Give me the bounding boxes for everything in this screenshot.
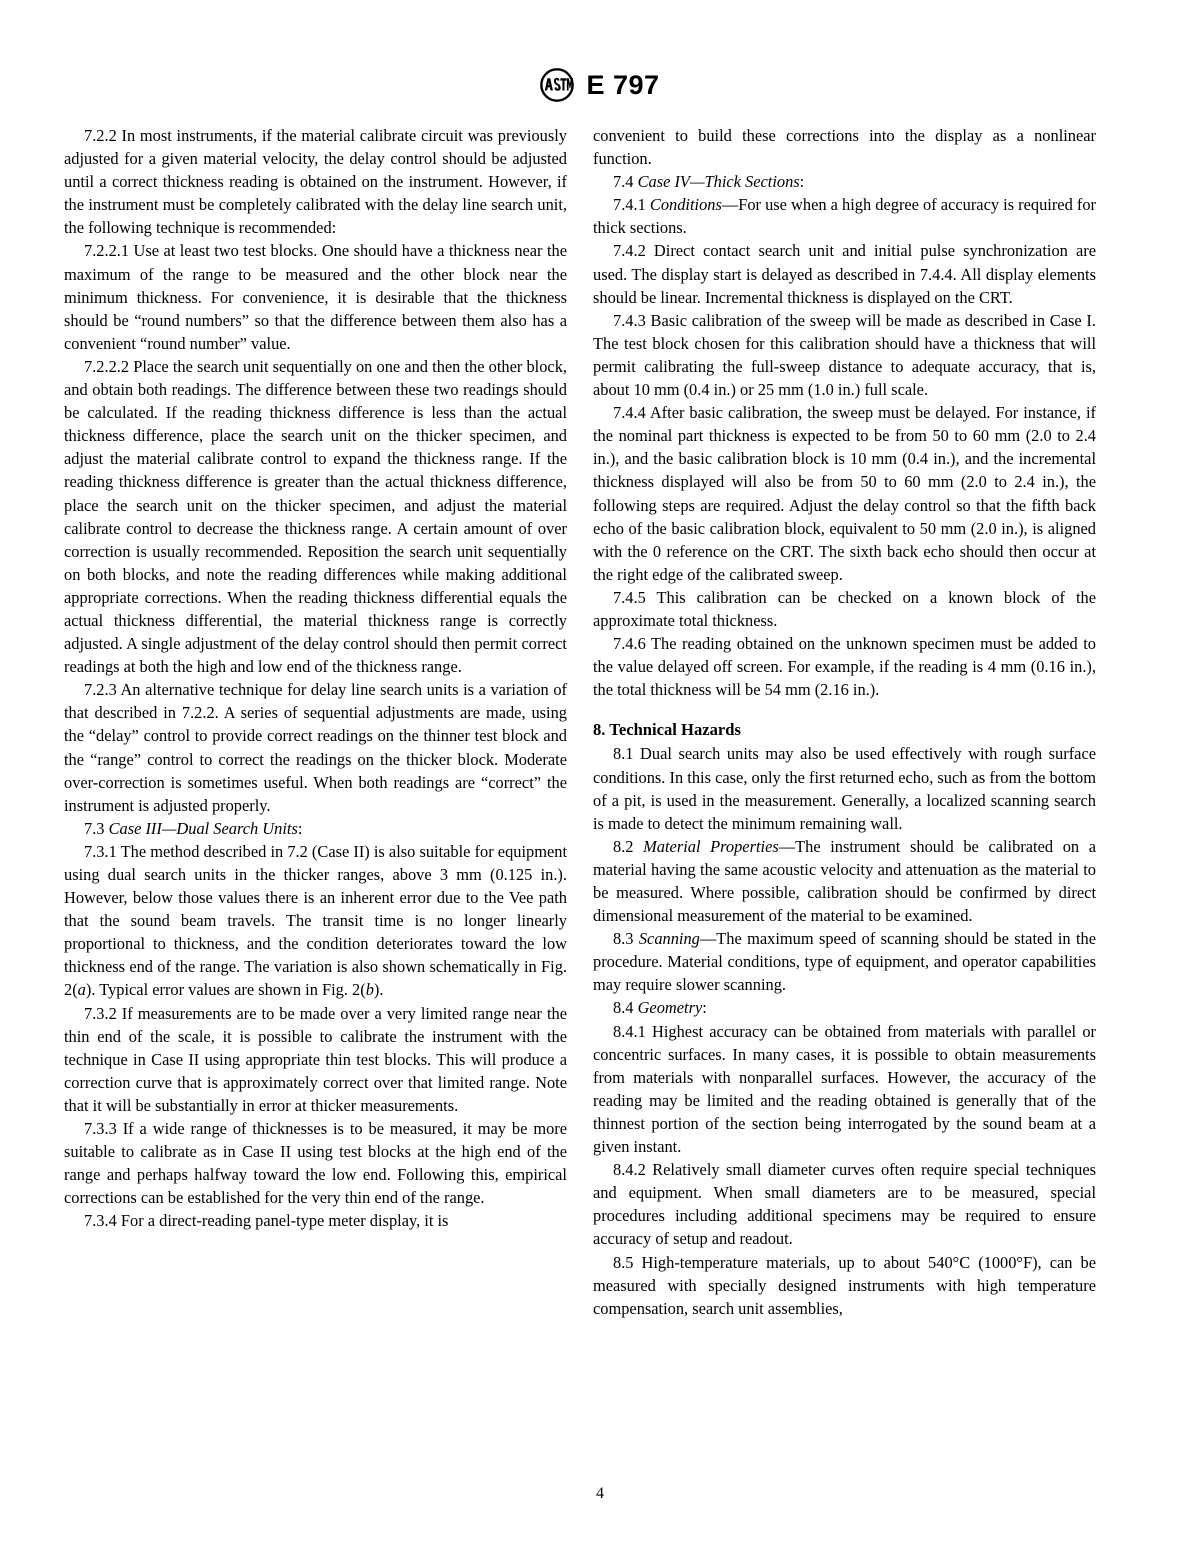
clause-title-8-2: Material Properties xyxy=(643,836,779,856)
paragraph-7-2-2: 7.2.2 In most instruments, if the material calibrate circuit was previously adjusted for a given material velocity, the delay control should be adjusted until a correct thickness reading is obtained on the instrument. However, if the instrument must be completely calibrated with the delay line search unit, the following technique is recommended: xyxy=(64,126,567,238)
clause-number-7-4: 7.4 xyxy=(613,172,638,192)
clause-tail-7-4-1: —For use when a high degree of accuracy is required for thick sections. xyxy=(593,195,1096,238)
clause-number-8-4: 8.4 xyxy=(613,998,638,1018)
clause-title-7-4: Case IV—Thick Sections xyxy=(637,172,800,192)
paragraph-7-2-3: 7.2.3 An alternative technique for delay line search units is a variation of that described in 7.2.2. A series of sequential adjustments are made, using the “delay” control to provide correct readings on the thinner test block and the “range” control to correct the readings on the thicker block. Moderate over-correction is sometimes useful. When both readings are “correct” the instrument is adjusted properly. xyxy=(64,680,567,815)
two-column-body xyxy=(64,124,1096,1454)
clause-title-8-3: Scanning xyxy=(638,929,700,949)
paragraph-7-3-1 xyxy=(64,840,567,1002)
clause-tail-7-3: : xyxy=(297,818,303,838)
clause-number-8-2: 8.2 xyxy=(613,836,644,856)
paragraph-8-4 xyxy=(593,996,1096,1019)
paragraph-8-5: 8.5 High-temperature materials, up to about 540°C (1000°F), can be measured with specially designed instruments with high temperature compensation, search unit assemblies, xyxy=(593,1252,1096,1318)
paragraph-7-3 xyxy=(64,817,567,840)
paragraph-7-4-6: 7.4.6 The reading obtained on the unknown specimen must be added to the value delayed off screen. For example, if the reading is 4 mm (0.16 in.), the total thickness will be 54 mm (2.16 in.). xyxy=(593,634,1096,700)
paragraph-7-3-1-part3: ). xyxy=(373,980,384,1000)
clause-number-7-3: 7.3 xyxy=(84,818,109,838)
figure-ref-a: a xyxy=(77,980,86,1000)
paragraph-7-2-2-2: 7.2.2.2 Place the search unit sequentially on one and then the other block, and obtain both readings. The difference between these two readings should be calculated. If the reading thickness difference is less than the actual thickness difference, place the search unit on the thicker specimen, and adjust the material calibrate control to expand the thickness range. If the reading thickness difference is greater than the actual thickness difference, place the search unit on the thicker specimen, and adjust the material calibrate control to decrease the thickness range. A certain amount of over correction is usually recommended. Reposition the search unit sequentially on both blocks, and note the reading differences while making additional appropriate corrections. When the reading thickness differential equals the actual thickness differential, the material thickness range is correctly adjusted. A single adjustment of the delay control should then permit correct readings at both the high and low end of the thickness range. xyxy=(64,356,567,677)
clause-title-7-4-1: Conditions xyxy=(649,195,722,215)
clause-number-7-4-1: 7.4.1 xyxy=(613,195,650,215)
paragraph-7-4-4: 7.4.4 After basic calibration, the sweep must be delayed. For instance, if the nominal part thickness is expected to be from 50 to 60 mm (2.0 to 2.4 in.), and the basic calibration block is 10 mm (0.4 in.), and the incremental thickness displayed will also be from 50 to 60 mm (2.0 to 2.4 in.), the following steps are required. Adjust the delay control so that the fifth back echo of the basic calibration block, equivalent to 50 mm (2.0 in.), is aligned with the 0 reference on the CRT. The sixth back echo should then occur at the right edge of the calibrated sweep. xyxy=(593,403,1096,584)
clause-tail-8-4: : xyxy=(702,998,707,1018)
paragraph-8-2 xyxy=(593,835,1096,927)
paragraph-7-4-3: 7.4.3 Basic calibration of the sweep will be made as described in Case I. The test block chosen for this calibration should have a thickness that will permit calibrating the full-sweep distance to adequate accuracy, that is, about 10 mm (0.4 in.) or 25 mm (1.0 in.) full scale. xyxy=(593,310,1096,400)
page-header xyxy=(0,68,1200,102)
clause-tail-8-2: —The instrument should be calibrated on a material having the same acoustic velocity and attenuation as the material to be measured. Where possible, calibration should be confirmed by direct dimensional measurement of the material to be examined. xyxy=(593,836,1097,926)
clause-title-8-4: Geometry xyxy=(637,998,703,1018)
right-column xyxy=(593,124,1096,1320)
paragraph-8-1: 8.1 Dual search units may also be used effectively with rough surface conditions. In this case, only the first returned echo, such as from the bottom of a pit, is used in the measurement. Generally, a localized scanning search is made to detect the minimum remaining wall. xyxy=(593,744,1096,833)
section-heading-8: 8. Technical Hazards xyxy=(593,720,741,740)
figure-ref-b: b xyxy=(365,980,374,1000)
paragraph-8-4-1: 8.4.1 Highest accuracy can be obtained from materials with parallel or concentric surfaces. In many cases, it is possible to obtain measurements from materials with nonparallel surfaces. However, the accuracy of the reading may be limited and the reading obtained is generally that of the thinnest portion of the section being interrogated by the sound beam at a given instant. xyxy=(593,1021,1096,1157)
paragraph-8-4-2: 8.4.2 Relatively small diameter curves often require special techniques and equipment. When small diameters are to be measured, special procedures including additional specimens may be required to ensure accuracy of setup and readout. xyxy=(593,1160,1096,1249)
paragraph-7-3-2: 7.3.2 If measurements are to be made over a very limited range near the thin end of the scale, it is possible to calibrate the instrument with the technique in Case II using appropriate thin test blocks. This will produce a correction curve that is approximately correct over that limited range. Note that it will be substantially in error at thicker measurements. xyxy=(64,1003,567,1115)
page-number: 4 xyxy=(596,1485,604,1502)
standard-designation: E 797 xyxy=(586,69,660,100)
paragraph-7-4-1 xyxy=(593,193,1096,239)
paragraph-7-3-3: 7.3.3 If a wide range of thicknesses is to be measured, it may be more suitable to calibrate as in Case II using test blocks at the high end of the range and perhaps halfway toward the low end. Following this, empirical corrections can be established for the very thin end of the range. xyxy=(64,1119,567,1208)
astm-logo-icon xyxy=(540,68,574,102)
paragraph-7-3-4-continued: convenient to build these corrections into the display as a nonlinear function. xyxy=(593,126,1096,169)
paragraph-7-3-1-part1: 7.3.1 The method described in 7.2 (Case II) is also suitable for equipment using dual search units in the thicker ranges, above 3 mm (0.125 in.). However, below those values there is an inherent error due to the Vee path that the sound beam travels. The transit time is no longer linearly proportional to thickness, and the condition deteriorates toward the low thickness end of the range. The variation is also shown schematically in Fig. 2( xyxy=(64,841,567,1000)
page-footer xyxy=(0,1484,1200,1504)
paragraph-7-4-2: 7.4.2 Direct contact search unit and initial pulse synchronization are used. The display start is delayed as described in 7.4.4. All display elements should be linear. Incremental thickness is displayed on the CRT. xyxy=(593,241,1096,307)
clause-tail-7-4: : xyxy=(799,172,805,192)
paragraph-7-4-5: 7.4.5 This calibration can be checked on a known block of the approximate total thickness. xyxy=(593,587,1096,630)
clause-number-8-3: 8.3 xyxy=(613,929,639,949)
paragraph-7-3-4: 7.3.4 For a direct-reading panel-type meter display, it is xyxy=(84,1211,449,1231)
clause-title-7-3: Case III—Dual Search Units xyxy=(108,818,298,838)
clause-tail-8-3: —The maximum speed of scanning should be stated in the procedure. Material conditions, type of equipment, and operator capabilities may require slower scanning. xyxy=(593,929,1096,995)
paragraph-7-3-1-part2: ). Typical error values are shown in Fig. 2( xyxy=(85,980,366,1000)
left-column xyxy=(64,124,567,1233)
paragraph-7-2-2-1: 7.2.2.1 Use at least two test blocks. One should have a thickness near the maximum of the range to be measured and the other block near the minimum thickness. For convenience, it is desirable that the thickness should be “round numbers” so that the difference between them also has a convenient “round number” value. xyxy=(64,241,567,353)
paragraph-8-3 xyxy=(593,927,1096,996)
paragraph-7-4 xyxy=(593,170,1096,193)
